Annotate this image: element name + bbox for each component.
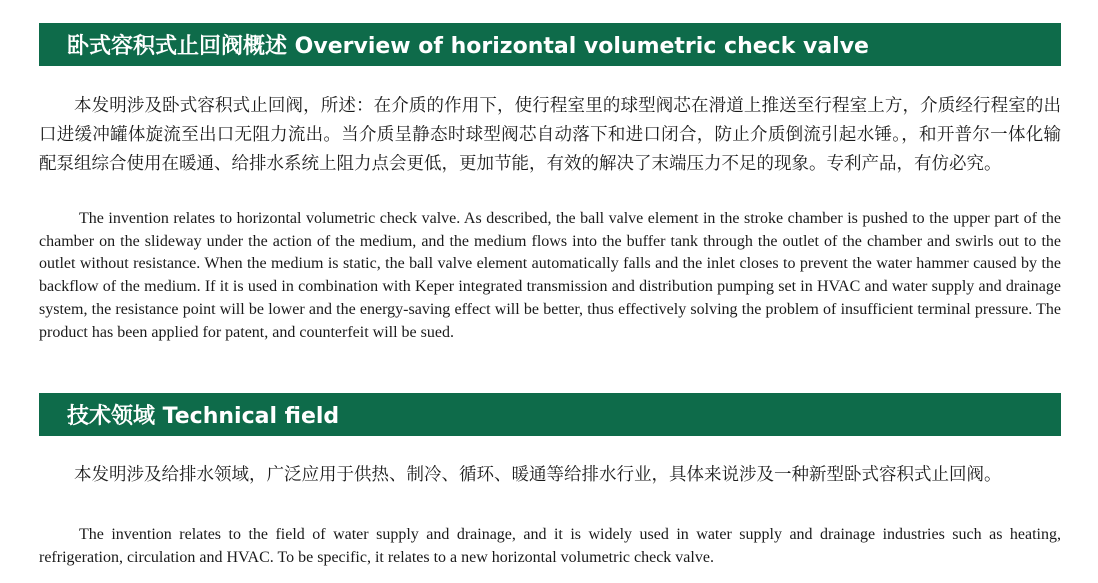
overview-section-header xyxy=(39,23,1061,66)
technical-field-section-header xyxy=(39,393,1061,436)
technical-field-paragraph-cn: 本发明涉及给排水领域，广泛应用于供热、制冷、循环、暖通等给排水行业，具体来说涉及一种新型卧式容积式止回阀。 xyxy=(74,465,1002,485)
technical-field-title: 技术领域 Technical field xyxy=(67,404,340,429)
overview-paragraph-en: The invention relates to horizontal volumetric check valve. As described, the ball valve element in the stroke chamber is pushed to the upper part of the chamber on the slideway under the action of the medium, and the medium flows into the buffer tank through the outlet of the chamber and swirls out to the outlet without resistance. When the medium is static, the ball valve element automatically falls and the inlet closes to prevent the water hammer caused by the backflow of the medium. If it is used in combination with Keper integrated transmission and distribution pumping set in HVAC and water supply and drainage system, the resistance point will be lower and the energy-saving effect will be better, thus effectively solving the problem of insufficient terminal pressure. The product has been applied for patent, and counterfeit will be sued. xyxy=(39,210,1061,341)
overview-title: 卧式容积式止回阀概述 Overview of horizontal volumetric check valve xyxy=(67,34,869,59)
overview-paragraph-cn: 本发明涉及卧式容积式止回阀，所述：在介质的作用下，使行程室里的球型阀芯在滑道上推送至行程室上方，介质经行程室的出口进缓冲罐体旋流至出口无阻力流出。当介质呈静态时球型阀芯自动落下和进口闭合，防止介质倒流引起水锤。，和开普尔一体化输配泵组综合使用在暖通、给排水系统上阻力点会更低，更加节能，有效的解决了末端压力不足的现象。专利产品，有仿必究。 xyxy=(39,96,1061,174)
technical-field-paragraph-en: The invention relates to the field of water supply and drainage, and it is widely used in water supply and drainage industries such as heating, refrigeration, circulation and HVAC. To be specific, it relates to a new horizontal volumetric check valve. xyxy=(39,526,1061,566)
